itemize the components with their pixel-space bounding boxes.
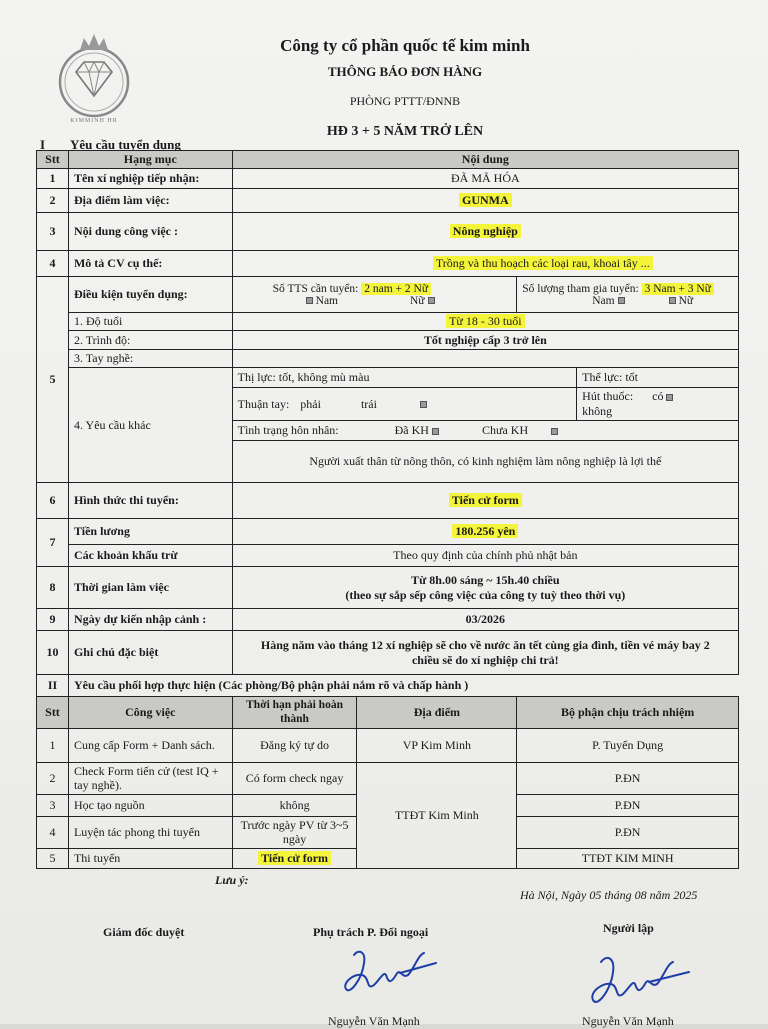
task: Cung cấp Form + Danh sách. [68, 729, 232, 763]
trainee-count-value: 2 nam + 2 Nữ [361, 283, 431, 295]
female-label: Nữ [678, 294, 694, 307]
female-label: Nữ [410, 294, 425, 307]
col-content-header: Nội dung [232, 151, 738, 169]
trainee-count-cell [232, 277, 517, 313]
task: Luyện tác phong thi tuyển [68, 817, 232, 849]
signing-date: Hà Nội, Ngày 05 tháng 08 năm 2025 [520, 888, 698, 902]
age-label: 1. Độ tuổi [68, 313, 232, 331]
company-logo [52, 30, 136, 130]
row-value [232, 213, 738, 251]
section-2-heading-row [37, 675, 739, 697]
table-row [37, 251, 739, 277]
trainee-count-label: Số TTS cần tuyển: [272, 282, 359, 295]
row-number: 3 [37, 795, 69, 817]
strength-value: tốt [625, 370, 638, 384]
department: PHÒNG PTTT/ĐNNB [349, 94, 461, 108]
row-number: 4 [37, 251, 69, 277]
salary-label: Tiền lương [68, 519, 232, 545]
row-number: 5 [37, 277, 69, 483]
education-label: 2. Trình độ: [68, 331, 232, 350]
participant-count-cell [517, 277, 739, 313]
participant-count-value: 3 Nam + 3 Nữ [642, 283, 714, 295]
entry-date-value: 03/2026 [232, 609, 738, 631]
signature-mark-2 [585, 950, 695, 1014]
handedness-label: Thuận tay: [237, 396, 290, 411]
row-value [232, 189, 738, 213]
row-label: Ngày dự kiến nhập cảnh : [68, 609, 232, 631]
left-hand-label: trái [360, 396, 377, 411]
preference-note: Người xuất thân từ nông thôn, có kinh nghiệm làm nông nghiệp là lợi thế [232, 441, 738, 483]
checkbox-icon [666, 394, 673, 401]
foreign-affairs-signature-title: Phụ trách P. Đối ngoại [313, 925, 429, 939]
row-number: 3 [37, 213, 69, 251]
checkbox-icon [420, 401, 427, 408]
male-label: Nam [315, 294, 338, 307]
owner: P. Tuyển Dụng [517, 729, 739, 763]
document-title: THÔNG BÁO ĐƠN HÀNG [327, 64, 483, 79]
table-row [37, 483, 739, 519]
signer-name-1: Nguyễn Văn Mạnh [328, 1014, 420, 1028]
deadline: Đăng ký tự do [232, 729, 357, 763]
working-hours-note: (theo sự sắp sếp công việc của công ty tuỳ theo thời vụ) [345, 587, 626, 602]
exam-form-value: Tiến cử form [449, 493, 522, 507]
col-place-header: Địa điểm [357, 697, 517, 729]
row-label: Thời gian làm việc [68, 567, 232, 609]
section-1-number: I [40, 137, 46, 152]
owner: P.ĐN [517, 763, 739, 795]
age-value: Từ 18 - 30 tuổi [446, 314, 525, 328]
skill-value [232, 350, 738, 368]
table-row [37, 545, 739, 567]
table-row [37, 313, 739, 331]
col-stt-header: Stt [37, 697, 69, 729]
task: Học tạo nguồn [68, 795, 232, 817]
row-number: 4 [37, 817, 69, 849]
education-value: Tốt nghiệp cấp 3 trở lên [232, 331, 738, 350]
row-number: 2 [37, 763, 69, 795]
row-label: Nội dung công việc : [68, 213, 232, 251]
row-label: Hình thức thi tuyển: [68, 483, 232, 519]
working-hours: Từ 8h.00 sáng ~ 15h.40 chiều [411, 572, 560, 587]
right-hand-label: phải [300, 396, 321, 411]
strength-label: Thể lực: [582, 370, 623, 384]
col-stt-header: Stt [37, 151, 69, 169]
marital-cell [232, 421, 738, 441]
special-note-line-1: Hàng năm vào tháng 12 xí nghiệp sẽ cho về nước ăn tết cùng gia đình, tiền vé máy bay 2 [260, 637, 710, 652]
checkbox-icon [618, 297, 625, 304]
col-task-header: Công việc [68, 697, 232, 729]
creator-signature-title: Người lập [603, 921, 654, 935]
deductions-label: Các khoản khấu trừ [68, 545, 232, 567]
salary-value: 180.256 yên [452, 524, 518, 538]
table-row [37, 729, 739, 763]
note-label: Lưu ý: [215, 873, 249, 887]
deadline: Trước ngày PV từ 3~5 ngày [232, 817, 357, 849]
row-label: Ghi chú đặc biệt [68, 631, 232, 675]
diamond-crown-icon [52, 30, 136, 130]
table-row [37, 567, 739, 609]
table-row [37, 368, 739, 388]
table-row [37, 631, 739, 675]
smoking-label: Hút thuốc: [582, 389, 634, 403]
exam-deadline-value: Tiến cử form [258, 851, 331, 865]
special-note-line-2: chiều sẽ do xí nghiệp chi trả! [411, 652, 559, 667]
section-1-title: Yêu cầu tuyển dụng [70, 137, 181, 152]
row-label: Tên xí nghiệp tiếp nhận: [68, 169, 232, 189]
row-label: Mô tả CV cụ thể: [68, 251, 232, 277]
company-name: Công ty cổ phần quốc tế kim minh [280, 36, 530, 55]
place: VP Kim Minh [357, 729, 517, 763]
table-row [37, 609, 739, 631]
single-label: Chưa KH [481, 423, 529, 437]
special-note-cell [232, 631, 738, 675]
job-description: Trồng và thu hoạch các loại rau, khoai tây ... [433, 256, 653, 270]
row-number: 1 [37, 729, 69, 763]
row-number: 8 [37, 567, 69, 609]
deadline [232, 849, 357, 869]
row-number: 5 [37, 849, 69, 869]
smoking-yes-label: có [652, 389, 664, 403]
row-label: Điều kiện tuyển dụng: [68, 277, 232, 313]
row-value: ĐÃ MÃ HÓA [232, 169, 738, 189]
participant-count-label: Số lượng tham gia tuyển: [522, 282, 639, 295]
logo-caption: KIMMINH HR [70, 118, 118, 124]
row-number: 9 [37, 609, 69, 631]
table-row [37, 763, 739, 795]
row-number: 1 [37, 169, 69, 189]
deductions-value: Theo quy định của chính phủ nhật bản [232, 545, 738, 567]
job-field: Nông nghiệp [450, 224, 521, 238]
order-table [36, 150, 739, 869]
checkbox-icon [669, 297, 676, 304]
owner: P.ĐN [517, 817, 739, 849]
signer-name-2: Nguyễn Văn Mạnh [582, 1014, 674, 1028]
strength-cell [577, 368, 739, 388]
working-hours-cell [232, 567, 738, 609]
row-label: Địa điểm làm việc: [68, 189, 232, 213]
col-item-header: Hạng mục [68, 151, 232, 169]
row-number: 10 [37, 631, 69, 675]
checkbox-icon [306, 297, 313, 304]
age-cell [232, 313, 738, 331]
task: Thi tuyển [68, 849, 232, 869]
table-row [37, 277, 739, 313]
owner: P.ĐN [517, 795, 739, 817]
section-2-title: Yêu cầu phối hợp thực hiện (Các phòng/Bộ phận phải nắm rõ và chấp hành ) [68, 675, 738, 697]
married-label: Đã KH [394, 423, 429, 437]
smoking-no-label: không [582, 404, 613, 418]
skill-label: 3. Tay nghề: [68, 350, 232, 368]
marital-label: Tình trạng hôn nhân: [237, 423, 339, 437]
director-signature-title: Giám đốc duyệt [103, 925, 185, 939]
col-deadline-header: Thời hạn phải hoàn thành [232, 697, 357, 729]
section-2-number: II [37, 675, 69, 697]
contract-type: HĐ 3 + 5 NĂM TRỞ LÊN [326, 124, 484, 139]
deadline: Có form check ngay [232, 763, 357, 795]
checkbox-icon [428, 297, 435, 304]
checkbox-icon [432, 428, 439, 435]
smoking-cell [577, 388, 739, 421]
male-label: Nam [592, 294, 615, 307]
table-row [37, 189, 739, 213]
row-value [232, 251, 738, 277]
table-row [37, 350, 739, 368]
row-number: 2 [37, 189, 69, 213]
other-requirements-label: 4. Yêu cầu khác [68, 368, 232, 483]
place: TTĐT Kim Minh [357, 763, 517, 869]
signature-mark-1 [340, 945, 440, 1005]
deadline: không [232, 795, 357, 817]
task: Check Form tiến cử (test IQ + tay nghề). [68, 763, 232, 795]
table-header-row [37, 151, 739, 169]
owner: TTĐT KIM MINH [517, 849, 739, 869]
row-number: 6 [37, 483, 69, 519]
handedness-cell [232, 388, 577, 421]
checkbox-icon [551, 428, 558, 435]
work-location: GUNMA [459, 193, 512, 207]
row-number: 7 [37, 519, 69, 567]
table-row [37, 519, 739, 545]
table-header-row [37, 697, 739, 729]
table-row [37, 169, 739, 189]
col-owner-header: Bộ phận chịu trách nhiệm [517, 697, 739, 729]
table-row [37, 213, 739, 251]
vision-value: Thị lực: tốt, không mù màu [232, 368, 577, 388]
row-value [232, 483, 738, 519]
salary-cell [232, 519, 738, 545]
table-row [37, 331, 739, 350]
